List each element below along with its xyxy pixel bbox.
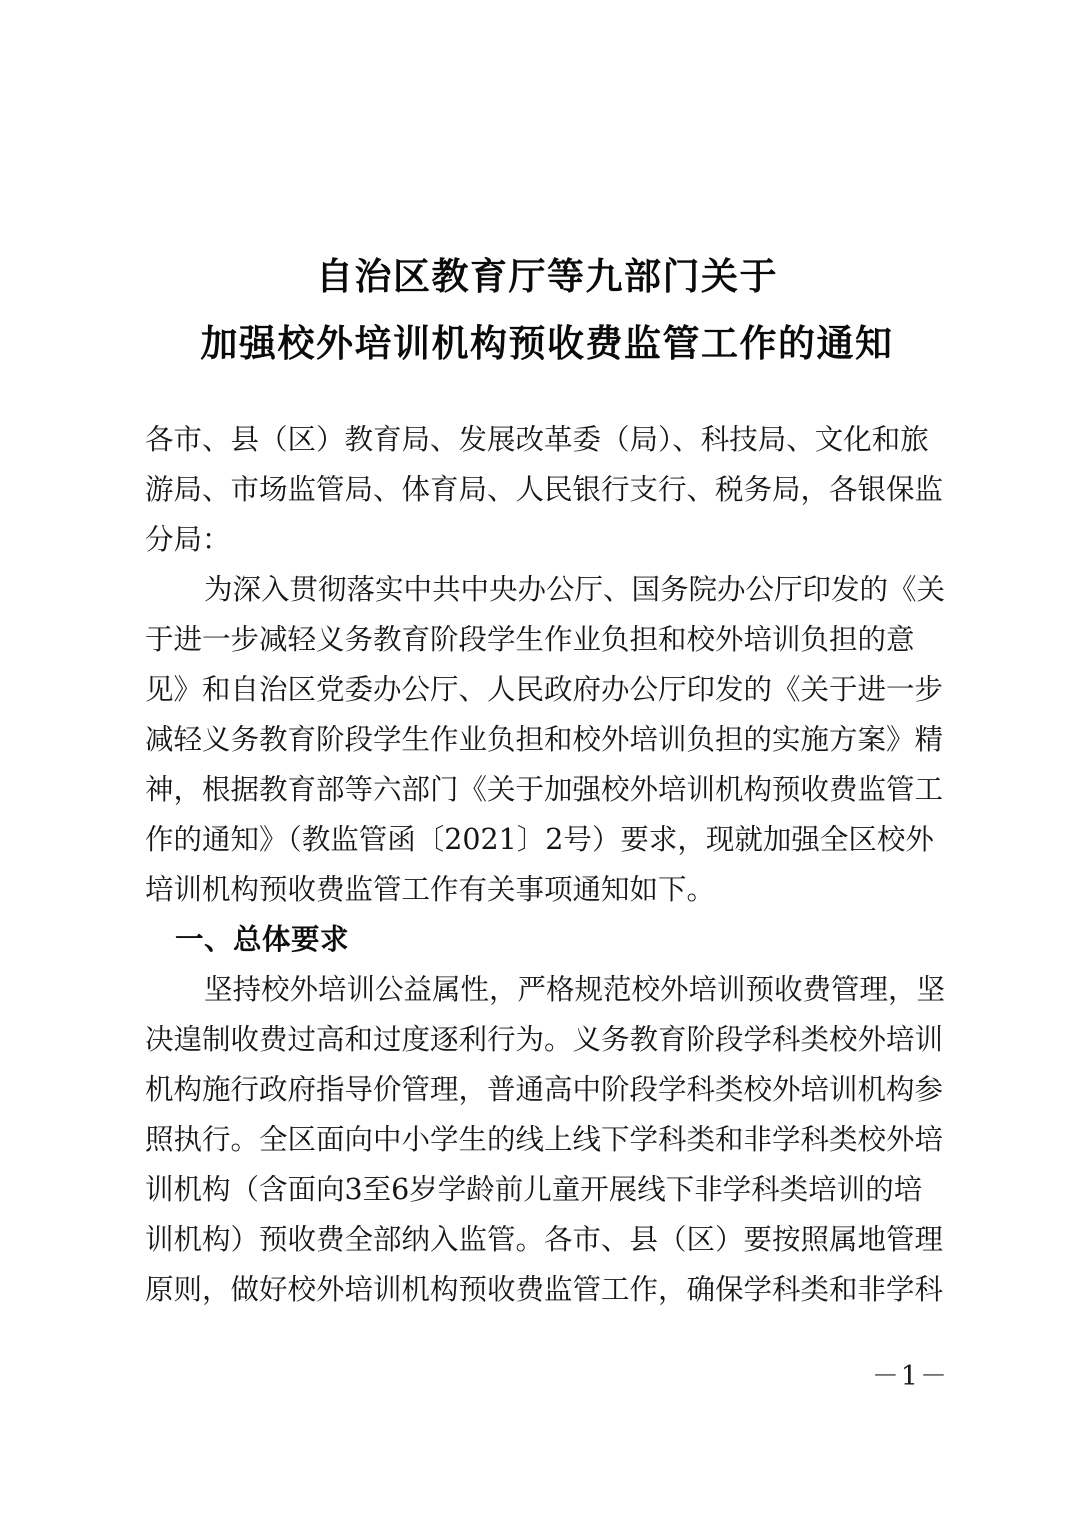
paragraph-line: 照执行。全区面向中小学生的线上线下学科类和非学科类校外培 xyxy=(145,1123,944,1156)
page-footer xyxy=(145,1355,949,1399)
opening-paragraph xyxy=(145,565,949,915)
paragraph-line: 训机构（含面向3至6岁学龄前儿童开展线下非学科类培训的培 xyxy=(145,1173,923,1206)
paragraph-line: 原则，做好校外培训机构预收费监管工作，确保学科类和非学科 xyxy=(145,1273,944,1306)
page-title-line-1: 自治区教育厅等九部门关于 xyxy=(316,254,778,298)
section-heading-text: 一、总体要求 xyxy=(175,924,350,956)
paragraph-line: 减轻义务教育阶段学生作业负担和校外培训负担的实施方案》精 xyxy=(145,723,944,756)
page-title-line-2: 加强校外培训机构预收费监管工作的通知 xyxy=(200,321,894,365)
section-heading-1 xyxy=(145,915,949,965)
paragraph-line: 见》和自治区党委办公厅、人民政府办公厅印发的《关于进一步 xyxy=(145,673,944,706)
paragraph-line: 机构施行政府指导价管理，普通高中阶段学科类校外培训机构参 xyxy=(145,1073,944,1106)
addressee-line: 游局、市场监管局、体育局、人民银行支行、税务局，各银保监 xyxy=(145,473,944,506)
addressee-block xyxy=(145,415,949,565)
paragraph-line: 作的通知》（教监管函〔2021〕2号）要求，现就加强全区校外 xyxy=(145,823,934,856)
addressee-line: 各市、县（区）教育局、发展改革委（局）、科技局、文化和旅 xyxy=(145,423,929,456)
paragraph-line: 神，根据教育部等六部门《关于加强校外培训机构预收费监管工 xyxy=(145,773,944,806)
page-number: －1－ xyxy=(871,1361,949,1392)
paragraph-line: 于进一步减轻义务教育阶段学生作业负担和校外培训负担的意 xyxy=(145,623,915,656)
paragraph-line: 培训机构预收费监管工作有关事项通知如下。 xyxy=(145,873,716,906)
paragraph-line: 训机构）预收费全部纳入监管。各市、县（区）要按照属地管理 xyxy=(145,1223,944,1256)
page-title xyxy=(145,243,949,377)
section-1-paragraph xyxy=(145,965,949,1315)
addressee-line: 分局： xyxy=(145,523,231,556)
paragraph-line: 决遑制收费过高和过度逐利行为。义务教育阶段学科类校外培训 xyxy=(145,1023,944,1056)
paragraph-line: 为深入贯彻落实中共中央办公厅、国务院办公厅印发的《关 xyxy=(204,573,946,606)
document-content-column xyxy=(145,0,949,1520)
paragraph-line: 坚持校外培训公益属性，严格规范校外培训预收费管理，坚 xyxy=(204,973,946,1006)
